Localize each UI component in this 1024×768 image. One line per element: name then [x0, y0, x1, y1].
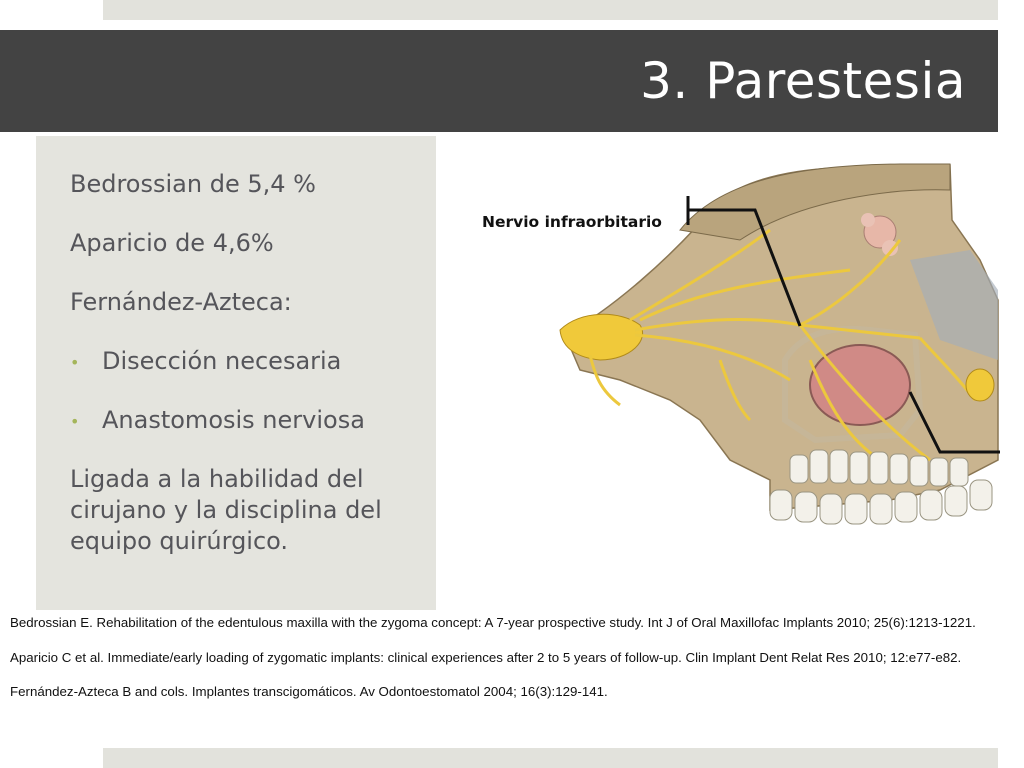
stat-bedrossian: Bedrossian de 5,4 % — [70, 170, 316, 198]
title-bar — [0, 30, 998, 132]
content-panel — [36, 136, 436, 610]
bullet-item: Disección necesaria — [102, 347, 342, 375]
paragraph-line: Ligada a la habilidad del — [70, 465, 364, 493]
references — [10, 614, 1018, 718]
reference-item: Fernández-Azteca B and cols. Implantes transcigomáticos. Av Odontoestomatol 2004; 16(3):129-141. — [10, 684, 608, 699]
bottom-decorative-strip — [103, 748, 998, 768]
stat-aparicio: Aparicio de 4,6% — [70, 229, 274, 257]
top-decorative-strip — [103, 0, 998, 20]
reference-item: Bedrossian E. Rehabilitation of the edentulous maxilla with the zygoma concept: A 7-year prospective study. Int J of Oral Maxillofac Implants 2010; 25(6):1213-1221. — [10, 615, 976, 630]
paragraph-line: cirujano y la disciplina del — [70, 496, 382, 524]
paragraph-line: equipo quirúrgico. — [70, 527, 289, 555]
anatomy-illustration — [470, 160, 1000, 540]
nerve-node-shape — [966, 369, 994, 401]
stat-fernandez: Fernández-Azteca: — [70, 288, 292, 316]
nerve-label: Nervio infraorbitario — [482, 213, 662, 231]
bullet-item: Anastomosis nerviosa — [102, 406, 365, 434]
bullet-dot-icon: • — [70, 353, 80, 372]
slide-title: 3. Parestesia — [640, 52, 966, 110]
reference-item: Aparicio C et al. Immediate/early loading of zygomatic implants: clinical experiences after 2 to 5 years of follow-up. Clin Implant Dent Relat Res 2010; 12:e77-e82. — [10, 649, 962, 665]
bullet-dot-icon: • — [70, 412, 80, 431]
